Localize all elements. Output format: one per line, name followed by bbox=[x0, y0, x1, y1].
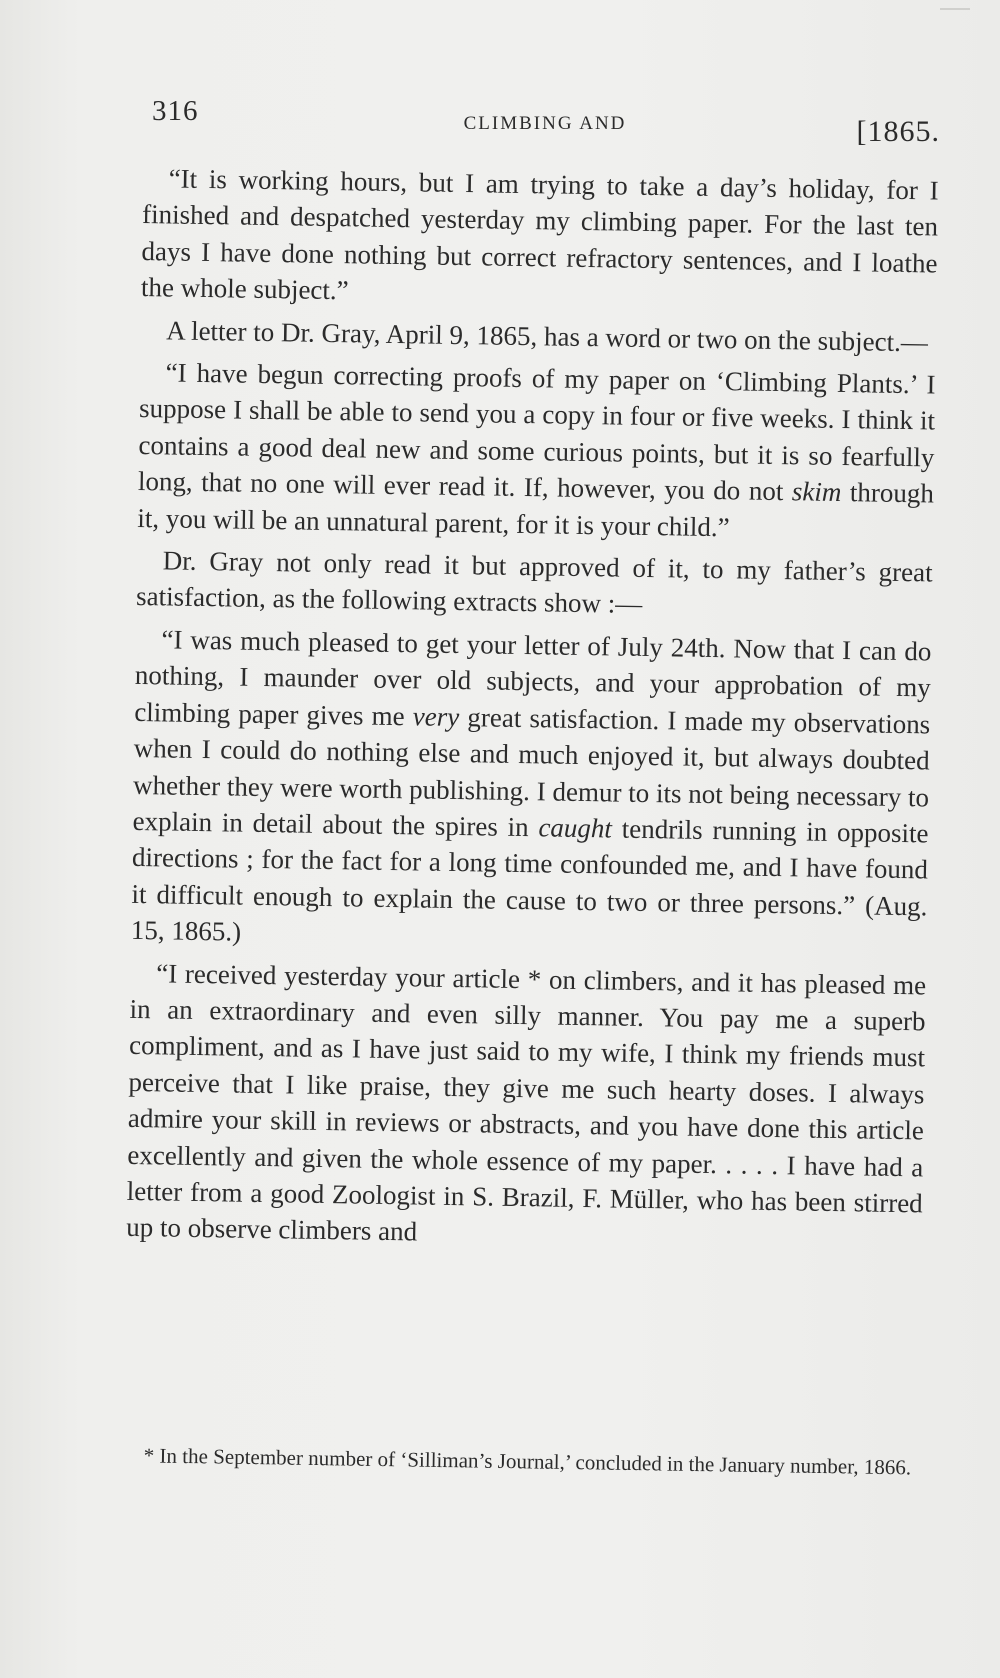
paragraph-6 bbox=[126, 954, 926, 1258]
header-date: [1865. bbox=[856, 115, 940, 148]
italic-text: very bbox=[412, 700, 460, 732]
running-title: CLIMBING AND bbox=[463, 113, 627, 134]
body-text bbox=[126, 160, 939, 1258]
paragraph-text: tendrils running in opposite directions ; for the fact for a long time confounded me, and I have found it difficult enough to explain the cause to two or three persons.” (Aug. 15, 1865.) bbox=[130, 813, 929, 947]
footnote bbox=[122, 1442, 912, 1480]
paragraph-2 bbox=[140, 312, 936, 361]
paragraph-5 bbox=[131, 621, 932, 961]
paragraph-text: “I received yesterday your article * on climbers, and it has pleased me in an extraordinary and even silly manner. You pay me a superb compliment, and as I have just said to my wife, I think my friends must perceive that I like praise, they give me such hearty doses. I always admire your skill in reviews or abstracts, and you have done this article excellently and given the whole essence of my paper. . . . . I have had a letter from a good Zoologist in S. Brazil, F. Müller, who has been stirred up to observe climbers and bbox=[125, 957, 927, 1247]
paragraph-text: Dr. Gray not only read it but approved of it, to my father’s great satisfaction, as the following extracts show :— bbox=[135, 545, 933, 620]
paragraph-1 bbox=[141, 160, 939, 318]
paragraph-text: great satisfaction. I made my observations when I could do nothing else and much enjoyed it, but always doubted whether they were worth publishing. I demur to its not being necessary to explain in detail about the spires in bbox=[132, 701, 931, 843]
paragraph-3 bbox=[137, 354, 936, 549]
italic-text: caught bbox=[538, 812, 613, 844]
scan-mark bbox=[940, 8, 970, 10]
paragraph-text: “It is working hours, but I am trying to take a day’s holiday, for I finished and despatched yesterday my climbing paper. For the last ten days I have done nothing but correct refractory sentences, and I loathe the whole subject.” bbox=[140, 163, 939, 306]
paragraph-text: “I have begun correcting proofs of my paper on ‘Climbing Plants.’ I suppose I shall be able to send you a copy in four or five weeks. I think it contains a good deal new and some curious points, but it is so fearfully long, that no one will ever read it. If, however, you do not bbox=[137, 357, 936, 507]
italic-text: skim bbox=[791, 476, 842, 508]
paragraph-text: A letter to Dr. Gray, April 9, 1865, has a word or two on the subject.— bbox=[166, 315, 929, 357]
paragraph-text: through it, you will be an unnatural parent, for it is your child.” bbox=[137, 477, 935, 542]
footnote-text: * In the September number of ‘Silliman’s Journal,’ concluded in the January number, 1866. bbox=[143, 1443, 912, 1480]
paragraph-4 bbox=[136, 542, 933, 627]
page-number: 316 bbox=[152, 95, 199, 127]
page-header bbox=[150, 95, 940, 148]
paragraph-text: “I was much pleased to get your letter of July 24th. Now that I can do nothing, I maunder over old subjects, and your approbation of my climbing paper gives me bbox=[134, 624, 932, 731]
